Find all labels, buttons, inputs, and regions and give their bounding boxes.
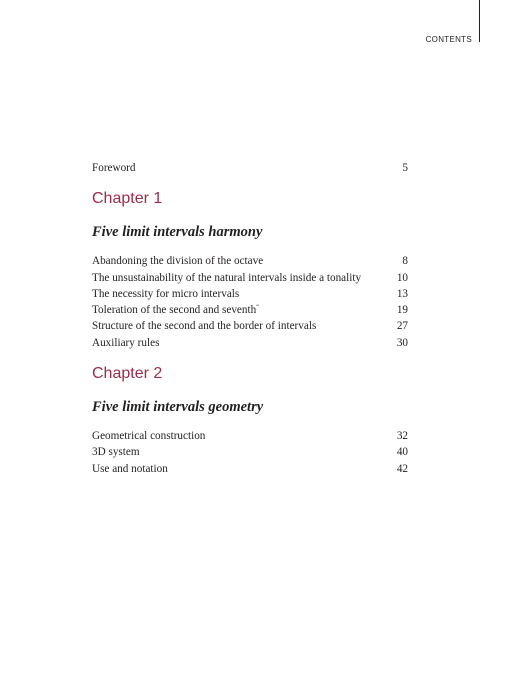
chapter-1-entries: [92, 253, 408, 351]
toc-entry-page: 19: [396, 304, 408, 317]
toc-entry-title: Use and notation: [92, 462, 168, 475]
toc-entry[interactable]: [92, 270, 408, 286]
toc-entry[interactable]: [92, 318, 408, 334]
chapter-2-subtitle: Five limit intervals geometry: [92, 399, 264, 416]
toc-entry-page: 5: [402, 162, 408, 174]
toc-entry-title: Foreword: [92, 162, 136, 174]
toc-entry-page: 32: [396, 430, 408, 443]
chapter-2-heading: Chapter 2: [92, 365, 163, 383]
toc-entry-title: 3D system: [92, 446, 140, 459]
toc-entry[interactable]: [92, 444, 408, 460]
toc-entry-title-wrap: [92, 302, 259, 318]
toc-entry-title: Structure of the second and the border of intervals: [92, 320, 317, 333]
toc-entry[interactable]: [92, 286, 408, 302]
toc-entry-page: 13: [396, 287, 408, 300]
toc-entry[interactable]: [92, 302, 408, 318]
chapter-1-subtitle: Five limit intervals harmony: [92, 224, 263, 241]
toc-entry-title: The necessity for micro intervals: [92, 287, 240, 300]
running-header: CONTENTS: [425, 35, 472, 44]
chapter-1-heading: Chapter 1: [92, 190, 163, 208]
toc-entry[interactable]: [92, 335, 408, 351]
toc-entry-title: Abandoning the division of the octave: [92, 255, 264, 268]
toc-entry-page: 40: [396, 446, 408, 459]
chapter-2-entries: [92, 428, 408, 477]
toc-entry-title: Auxiliary rules: [92, 336, 160, 349]
header-rule: [479, 0, 480, 42]
toc-entry-page: 10: [396, 271, 408, 284]
toc-entry[interactable]: [92, 428, 408, 444]
toc-entry-page: 27: [396, 320, 408, 333]
toc-entry-page: 42: [396, 462, 408, 475]
toc-entry-title: Geometrical construction: [92, 430, 206, 443]
toc-entry-page: 30: [396, 336, 408, 349]
toc-entry-page: 8: [402, 255, 408, 268]
table-of-contents: [92, 160, 408, 477]
toc-entry-title: Toleration of the second and seventh: [92, 304, 257, 317]
toc-entry[interactable]: [92, 461, 408, 477]
toc-entry-superscript: “: [256, 304, 259, 311]
toc-entry[interactable]: [92, 253, 408, 269]
toc-entry-title: The unsustainability of the natural intervals inside a tonality: [92, 271, 362, 284]
toc-entry-foreword[interactable]: [92, 160, 408, 176]
